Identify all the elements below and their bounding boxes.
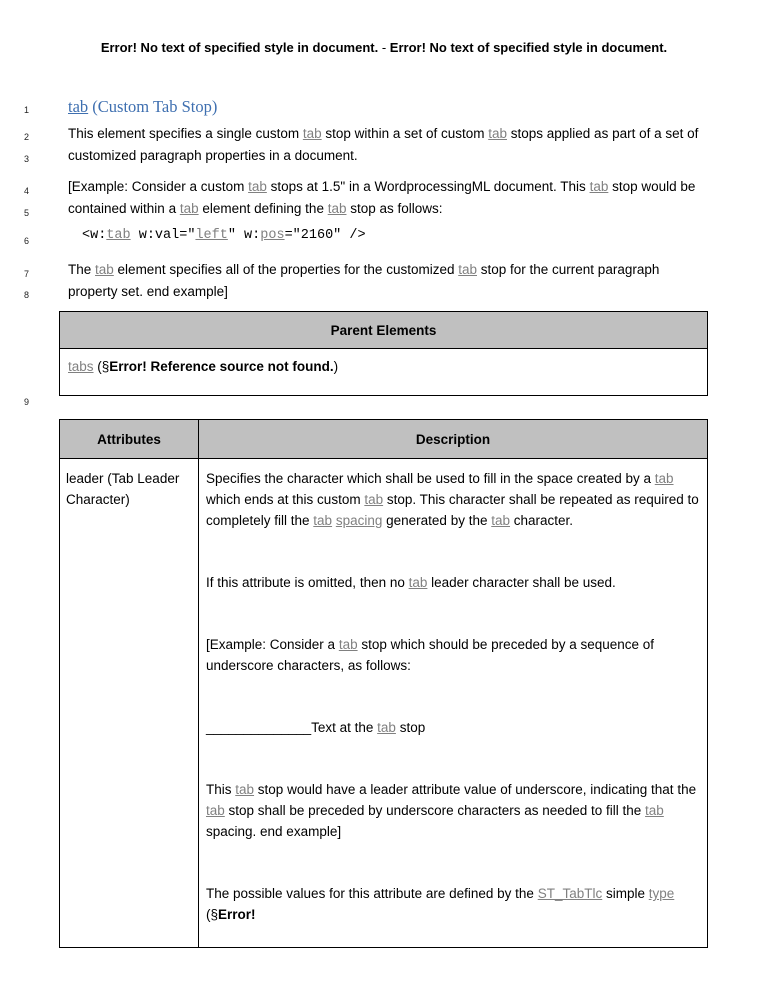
- tab-link[interactable]: tab: [235, 782, 255, 797]
- tab-link[interactable]: tab: [338, 637, 358, 652]
- line-number: 8: [24, 290, 30, 300]
- page-header: [0, 40, 768, 55]
- paragraph-example: [68, 176, 708, 220]
- tab-link[interactable]: tab: [408, 575, 428, 590]
- code-attr-link[interactable]: pos: [260, 228, 285, 243]
- line-number: 5: [24, 208, 30, 218]
- parent-elements-cell: [60, 349, 708, 396]
- text: spacing. end example]: [206, 824, 342, 839]
- text: simple: [602, 886, 649, 901]
- text: stop would be contained within a: [68, 179, 696, 216]
- text: ): [333, 359, 339, 374]
- tab-link[interactable]: tab: [654, 471, 674, 486]
- text: which ends at this custom: [206, 492, 365, 507]
- line-number: 2: [24, 132, 30, 142]
- text: This element specifies a single custom: [68, 126, 303, 141]
- desc-paragraph: [206, 634, 700, 676]
- line-number: 7: [24, 269, 30, 279]
- line-number: 4: [24, 186, 30, 196]
- text: If this attribute is omitted, then no: [206, 575, 409, 590]
- tab-link[interactable]: tab: [248, 179, 267, 194]
- attribute-description-cell: [199, 459, 708, 948]
- text: ______________Text at the: [206, 720, 378, 735]
- tab-link[interactable]: tab: [491, 513, 511, 528]
- code-text: " w:: [227, 228, 261, 243]
- attribute-name-cell: leader (Tab Leader Character): [60, 459, 199, 948]
- desc-paragraph: [206, 572, 700, 593]
- text: stop. This character shall be repeated as required to completely fill the: [206, 492, 699, 528]
- text: stop within a set of custom: [321, 126, 489, 141]
- desc-paragraph: [206, 468, 700, 531]
- text: (§: [206, 907, 219, 922]
- desc-paragraph: [206, 883, 700, 925]
- desc-paragraph: [206, 779, 700, 842]
- line-number: 9: [24, 397, 30, 407]
- tab-link[interactable]: tab: [327, 201, 347, 216]
- heading-title: (Custom Tab Stop): [88, 97, 218, 116]
- text: (§: [93, 359, 110, 374]
- text: Specifies the character which shall be used to fill in the space created by a: [206, 471, 655, 486]
- heading-tab-link[interactable]: tab: [68, 97, 89, 116]
- text: leader character shall be used.: [427, 575, 616, 590]
- desc-paragraph: [206, 717, 700, 738]
- header-right-error: Error! No text of specified style in document.: [389, 40, 668, 55]
- text: stops at 1.5" in a WordprocessingML document. This: [266, 179, 590, 194]
- text: stops applied as part of a set of customized paragraph properties in a document.: [68, 126, 699, 163]
- code-sample: [82, 228, 366, 243]
- text: [Example: Consider a custom: [68, 179, 249, 194]
- code-tag-link[interactable]: tab: [106, 228, 131, 243]
- type-link[interactable]: type: [648, 886, 675, 901]
- text: character.: [510, 513, 574, 528]
- tab-link[interactable]: tab: [488, 126, 507, 141]
- text: element defining the: [198, 201, 328, 216]
- text: generated by the: [382, 513, 492, 528]
- reference-error: Error! Reference source not found.: [109, 359, 334, 374]
- code-text: ="2160" />: [284, 228, 366, 243]
- text: [Example: Consider a: [206, 637, 339, 652]
- text: stop shall be preceded by underscore characters as needed to fill the: [224, 803, 646, 818]
- attributes-column-header: Attributes: [60, 420, 199, 459]
- text: element specifies all of the properties for the customized: [113, 262, 459, 277]
- tab-link[interactable]: tab: [302, 126, 322, 141]
- tab-link[interactable]: tab: [458, 262, 477, 277]
- code-text: <w:: [82, 228, 107, 243]
- description-column-header: Description: [199, 420, 708, 459]
- tab-link[interactable]: tab: [645, 803, 664, 818]
- tabs-link[interactable]: tabs: [68, 359, 94, 374]
- tab-link[interactable]: tab: [179, 201, 199, 216]
- line-number: 3: [24, 154, 30, 164]
- tab-link[interactable]: tab: [206, 803, 225, 818]
- line-number: 1: [24, 105, 30, 115]
- code-value-link[interactable]: left: [195, 228, 228, 243]
- tab-link[interactable]: tab: [589, 179, 609, 194]
- parent-elements-header: Parent Elements: [60, 312, 708, 349]
- text: stop for the current paragraph property set. end example]: [68, 262, 660, 299]
- text: stop as follows:: [346, 201, 443, 216]
- text: stop would have a leader attribute value of underscore, indicating that the: [254, 782, 697, 797]
- tab-link[interactable]: tab: [377, 720, 396, 735]
- parent-elements-table: [59, 311, 708, 396]
- spacing-link[interactable]: spacing: [335, 513, 383, 528]
- tab-link[interactable]: tab: [95, 262, 114, 277]
- text: This: [206, 782, 236, 797]
- tab-link[interactable]: tab: [313, 513, 333, 528]
- st-tabtlc-link[interactable]: ST_TabTlc: [537, 886, 603, 901]
- code-text: w:val=": [130, 228, 196, 243]
- text: The: [68, 262, 96, 277]
- reference-error: Error!: [218, 907, 256, 922]
- line-number: 6: [24, 236, 30, 246]
- tab-link[interactable]: tab: [364, 492, 384, 507]
- text: stop: [395, 720, 426, 735]
- header-separator: -: [378, 40, 390, 55]
- text: stop which should be preceded by a sequence of underscore characters, as follows:: [206, 637, 655, 673]
- paragraph-summary: [68, 259, 708, 303]
- attributes-table: [59, 419, 708, 948]
- header-left-error: Error! No text of specified style in document.: [100, 40, 379, 55]
- paragraph-definition: [68, 123, 708, 167]
- text: The possible values for this attribute are defined by the: [206, 886, 538, 901]
- section-heading: [68, 97, 217, 117]
